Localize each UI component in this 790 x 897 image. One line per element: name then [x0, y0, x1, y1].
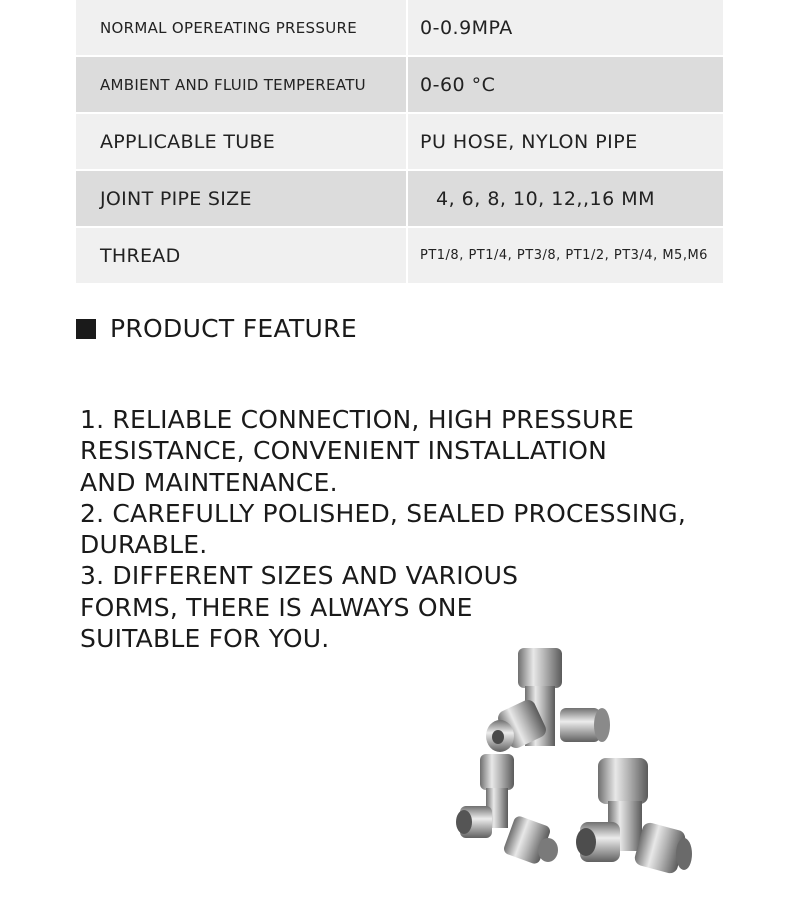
product-photo-fittings [440, 636, 740, 886]
spec-label: NORMAL OPEREATING PRESSURE [76, 0, 408, 55]
feature-line: 2. CAREFULLY POLISHED, SEALED PROCESSING, [80, 498, 687, 528]
spec-value: PU HOSE, NYLON PIPE [420, 130, 638, 153]
feature-line: 1. RELIABLE CONNECTION, HIGH PRESSURE [80, 405, 635, 434]
spec-label: THREAD [76, 228, 408, 283]
tee-fitting-large-right [576, 758, 692, 875]
feature-line: 3. DIFFERENT SIZES AND VARIOUS [80, 561, 519, 591]
feature-line: FORMS, THERE IS ALWAYS ONE [80, 592, 473, 622]
spec-row-tube [76, 114, 723, 171]
feature-line: RESISTANCE, CONVENIENT INSTALLATION [80, 436, 608, 466]
spec-row-pipe-size [76, 171, 723, 228]
square-bullet-icon [76, 319, 96, 339]
spec-row-thread [76, 228, 723, 285]
spec-value: 0-60 °C [420, 73, 496, 96]
spec-label: APPLICABLE TUBE [76, 114, 408, 169]
feature-heading [76, 314, 357, 343]
spec-row-temperature [76, 57, 723, 114]
spec-label: AMBIENT AND FLUID TEMPEREATU [76, 57, 408, 112]
feature-line: AND MAINTENANCE. [80, 467, 338, 497]
spec-value: 4, 6, 8, 10, 12,,16 MM [436, 187, 656, 210]
spec-row-pressure [76, 0, 723, 57]
feature-line: SUITABLE FOR YOU. [80, 624, 330, 654]
spec-value: PT1/8, PT1/4, PT3/8, PT1/2, PT3/4, M5,M6 [420, 248, 708, 263]
feature-line: DURABLE. [80, 530, 208, 560]
feature-title: PRODUCT FEATURE [110, 314, 357, 343]
spec-value: 0-0.9MPA [420, 16, 513, 39]
tee-fitting-large-top [486, 648, 610, 752]
spec-table [76, 0, 723, 285]
tee-fitting-small-left [456, 754, 558, 865]
feature-list [80, 404, 700, 654]
spec-label: JOINT PIPE SIZE [76, 171, 408, 226]
